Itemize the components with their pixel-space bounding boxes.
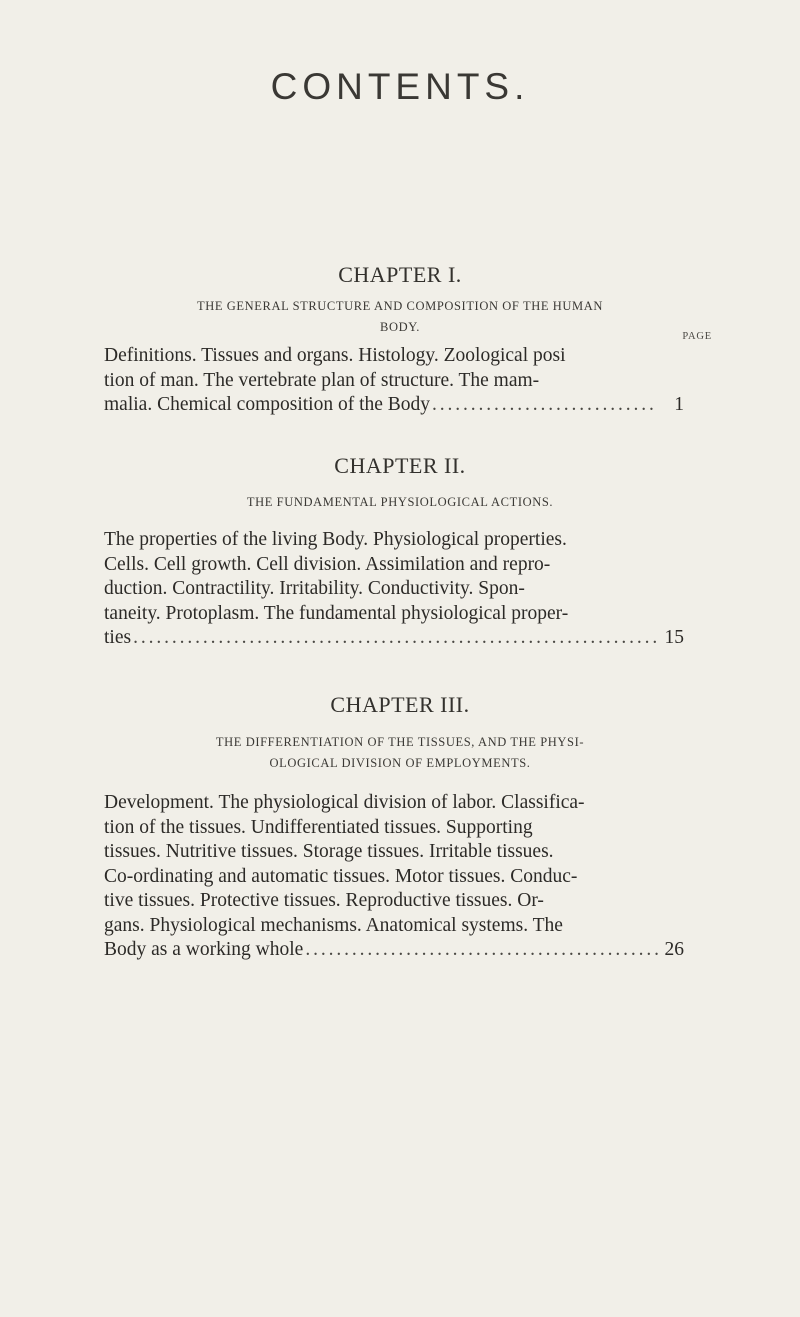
entry-line: Cells. Cell growth. Cell division. Assimilation and repro- [104, 553, 551, 575]
entry-line: tive tissues. Protective tissues. Reproductive tissues. Or- [104, 890, 544, 911]
dot-leader [133, 626, 658, 651]
entry-line: Development. The physiological division of labor. Classifica- [104, 792, 585, 813]
toc-entry [104, 528, 684, 651]
chapter-subtitle [150, 296, 650, 338]
entry-line: tissues. Nutritive tissues. Storage tissues. Irritable tissues. [104, 841, 554, 862]
chapter-subtitle-line: THE DIFFERENTIATION OF THE TISSUES, AND THE PHYSI- [215, 735, 585, 749]
chapter-heading: CHAPTER I. [338, 262, 462, 287]
chapter-subtitle [150, 732, 650, 774]
entry-line: taneity. Protoplasm. The fundamental physiological proper- [104, 602, 569, 624]
chapter-subtitle-line: OLOGICAL DIVISION OF EMPLOYMENTS. [269, 756, 531, 770]
entry-last-line [104, 938, 684, 963]
entry-line: Body as a working whole [104, 939, 304, 960]
toc-entry [104, 791, 684, 963]
entry-line: malia. Chemical composition of the Body [104, 394, 431, 415]
entry-line: gans. Physiological mechanisms. Anatomical systems. The [104, 914, 563, 936]
entry-last-line [104, 393, 684, 418]
chapter-heading: CHAPTER III. [330, 692, 470, 717]
entry-line: ties [104, 627, 132, 648]
chapter-heading: CHAPTER II. [334, 453, 466, 478]
chapter-subtitle-line: THE GENERAL STRUCTURE AND COMPOSITION OF THE HUMAN [196, 299, 604, 313]
chapter-subtitle-line: BODY. [380, 320, 420, 334]
page-column-label: PAGE [682, 331, 712, 342]
page-number: 26 [664, 939, 684, 960]
entry-line: Co-ordinating and automatic tissues. Motor tissues. Conduc- [104, 865, 578, 887]
page-title: CONTENTS. [270, 66, 530, 107]
entry-last-line [104, 626, 684, 651]
page-number: 15 [664, 627, 684, 648]
entry-line: The properties of the living Body. Physiological properties. [104, 529, 567, 550]
chapter-subtitle-line: THE FUNDAMENTAL PHYSIOLOGICAL ACTIONS. [246, 495, 554, 509]
page-number: 1 [674, 394, 684, 415]
entry-line: duction. Contractility. Irritability. Conductivity. Spon- [104, 578, 525, 599]
dot-leader [305, 938, 658, 963]
dot-leader [432, 393, 658, 418]
entry-line: Definitions. Tissues and organs. Histology. Zoological posi [104, 345, 566, 366]
entry-line: tion of the tissues. Undifferentiated tissues. Supporting [104, 816, 533, 838]
chapter-subtitle [150, 492, 650, 513]
entry-line: tion of man. The vertebrate plan of structure. The mam- [104, 369, 540, 391]
toc-entry [104, 344, 684, 418]
